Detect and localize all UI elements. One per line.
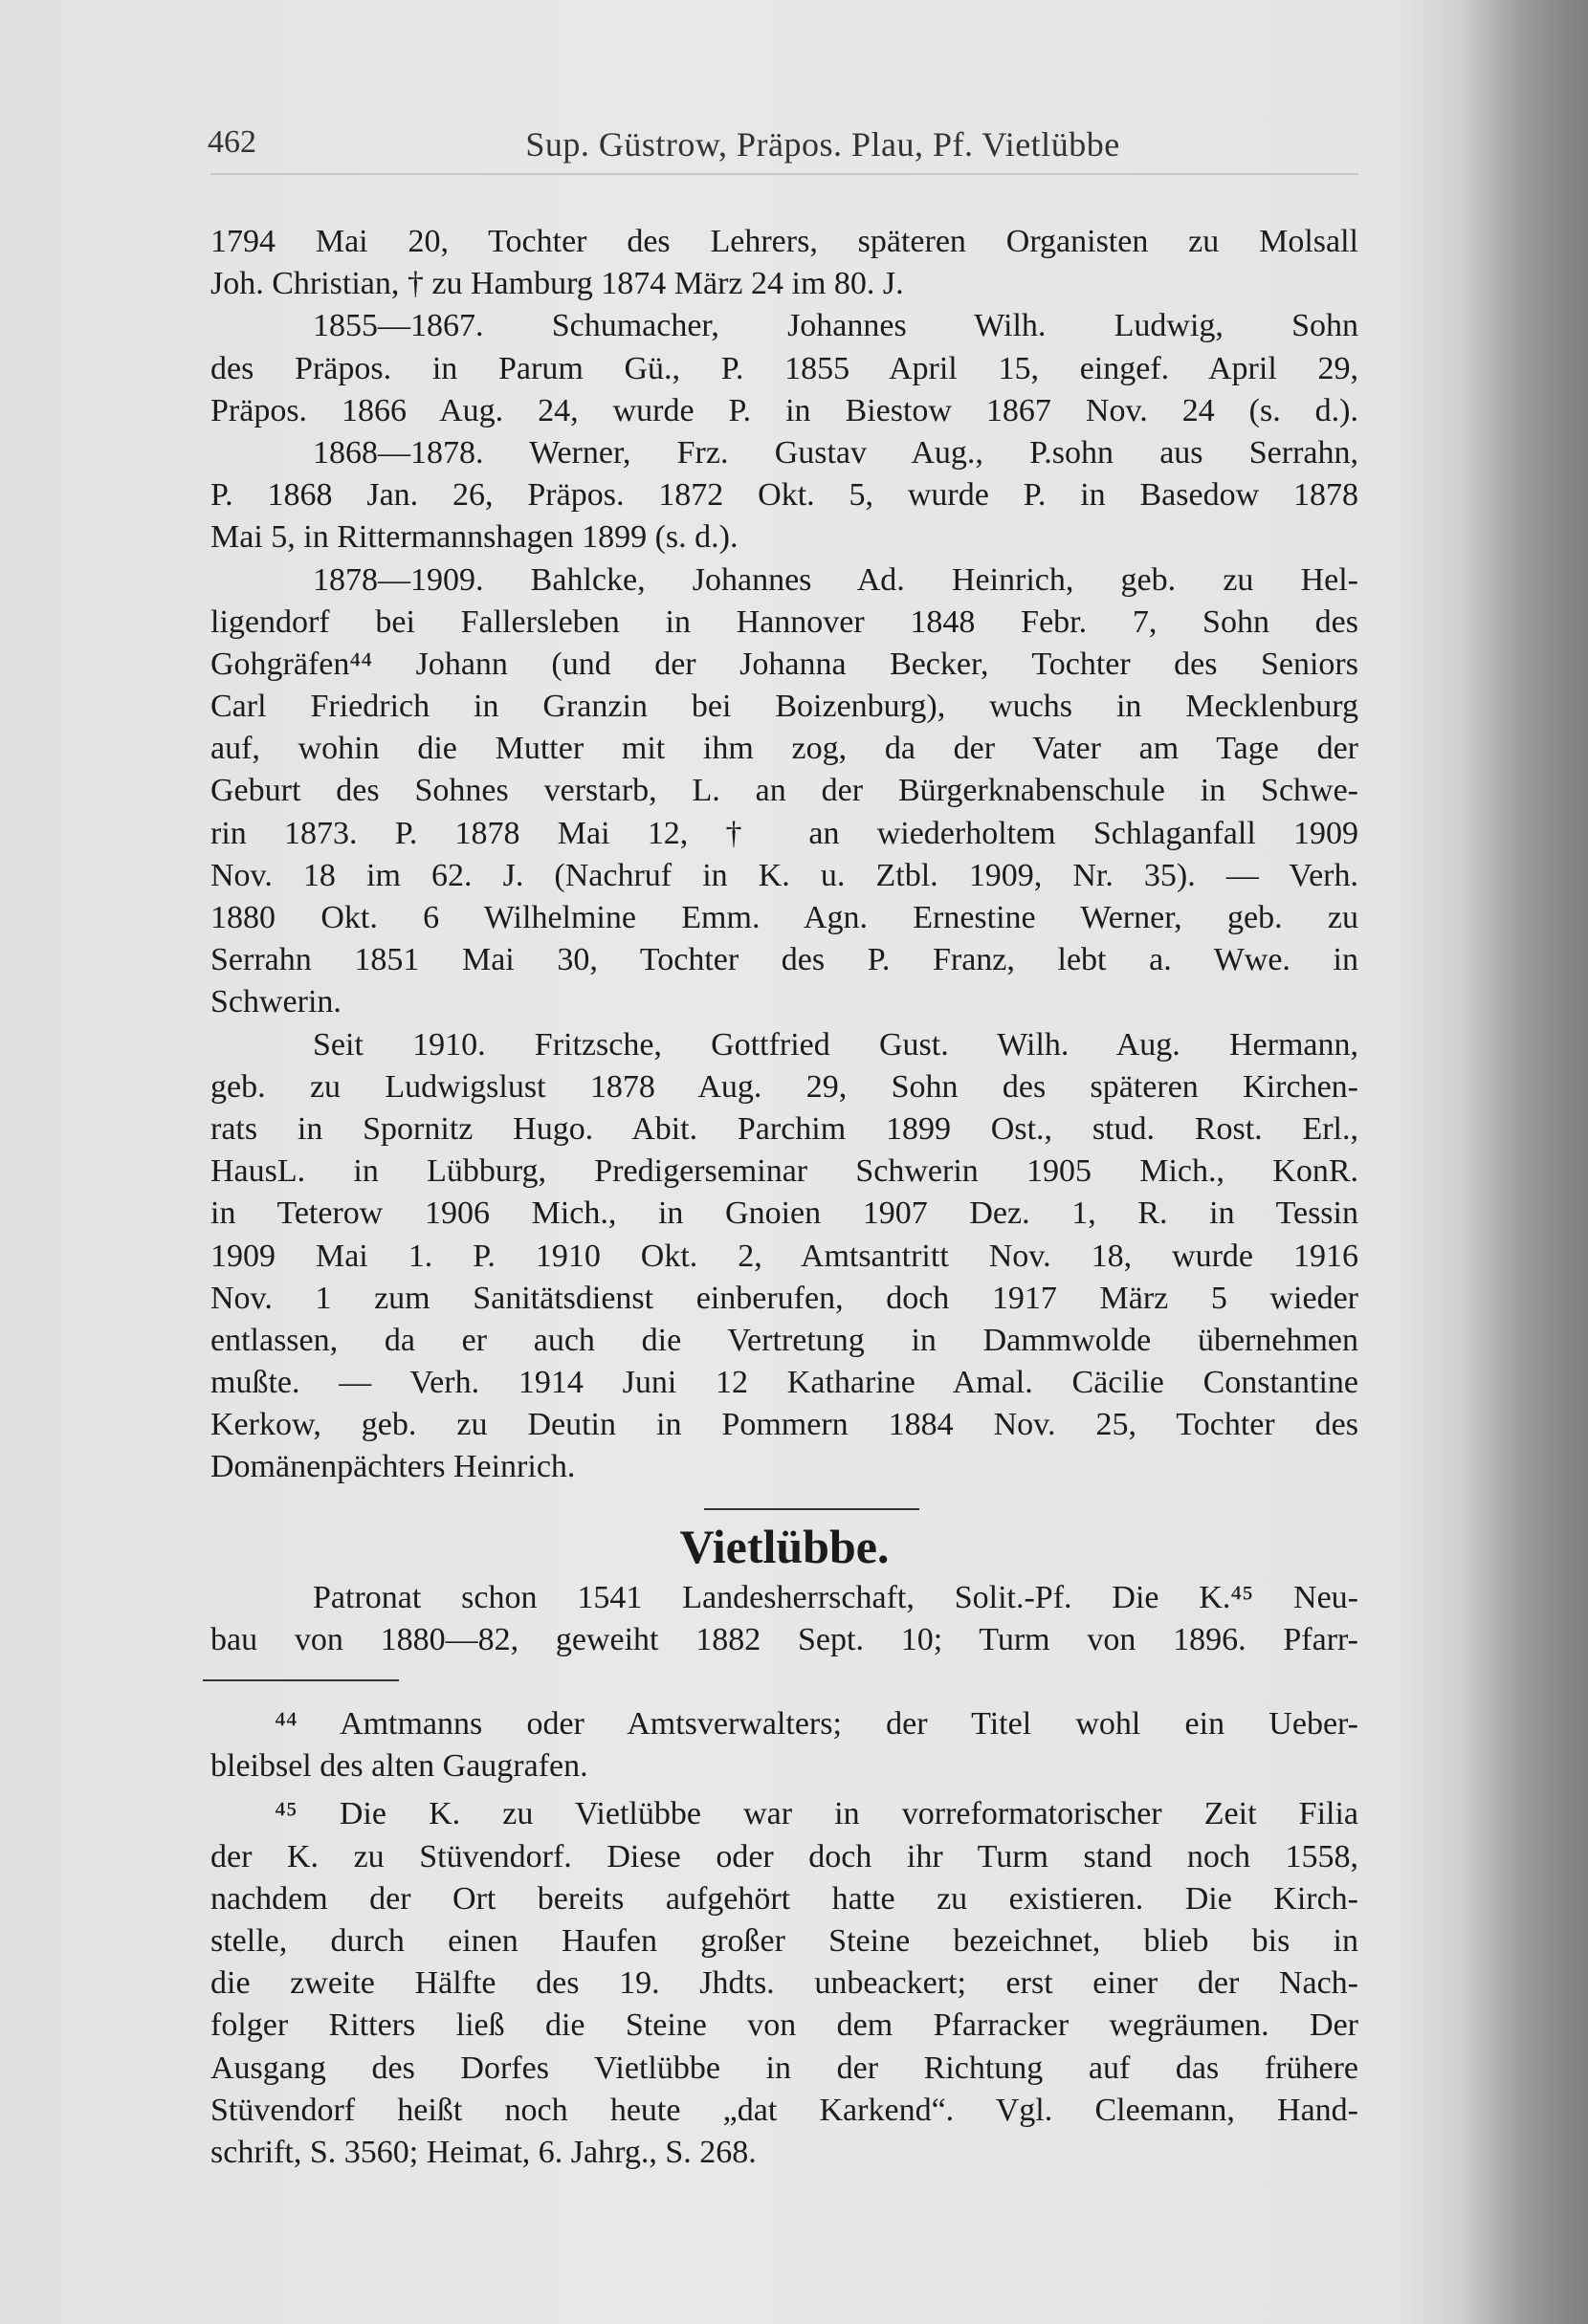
text-line: P. 1868 Jan. 26, Präpos. 1872 Okt. 5, wurde P. in Basedow 1878: [210, 477, 1358, 514]
text-line: 1880 Okt. 6 Wilhelmine Emm. Agn. Ernestine Werner, geb. zu: [210, 900, 1358, 935]
section-heading: Vietlübbe.: [679, 1520, 890, 1573]
text-line: der K. zu Stüvendorf. Diese oder doch ihr Turm stand noch 1558,: [210, 1838, 1358, 1875]
text-line: rats in Spornitz Hugo. Abit. Parchim 1899 Ost., stud. Rost. Erl.,: [210, 1110, 1358, 1147]
text-line: Ausgang des Dorfes Vietlübbe in der Richtung auf das frühere: [210, 2050, 1358, 2086]
text-line: bau von 1880—82, geweiht 1882 Sept. 10; Turm von 1896. Pfarr-: [210, 1622, 1358, 1658]
text-line: Präpos. 1866 Aug. 24, wurde P. in Biestow 1867 Nov. 24 (s. d.).: [210, 392, 1358, 428]
text-line: nachdem der Ort bereits aufgehört hatte zu existieren. Die Kirch-: [210, 1880, 1358, 1917]
text-line: 1868—1878. Werner, Frz. Gustav Aug., P.sohn aus Serrahn,: [313, 434, 1358, 471]
text-line: folger Ritters ließ die Steine von dem Pfarracker wegräumen. Der: [210, 2007, 1358, 2044]
footnote-44: [210, 1703, 1358, 1787]
text-line: ⁴⁵ Die K. zu Vietlübbe war in vorreformatorischer Zeit Filia: [275, 1796, 1358, 1832]
text-line: 1878—1909. Bahlcke, Johannes Ad. Heinrich, geb. zu Hel-: [313, 561, 1358, 598]
text-line: schrift, S. 3560; Heimat, 6. Jahrg., S. 268.: [210, 2134, 757, 2170]
text-line: geb. zu Ludwigslust 1878 Aug. 29, Sohn des späteren Kirchen-: [210, 1068, 1358, 1105]
text-line: Geburt des Sohnes verstarb, L. an der Bürgerknabenschule in Schwe-: [210, 773, 1358, 809]
text-line: mußte. — Verh. 1914 Juni 12 Katharine Amal. Cäcilie Constantine: [210, 1365, 1358, 1401]
text-line: rin 1873. P. 1878 Mai 12, † an wiederholtem Schlaganfall 1909: [210, 815, 1358, 851]
text-line: in Teterow 1906 Mich., in Gnoien 1907 Dez. 1, R. in Tessin: [210, 1195, 1358, 1232]
section-paragraph: [210, 1577, 1358, 1661]
text-line: 1794 Mai 20, Tochter des Lehrers, späteren Organisten zu Molsall: [210, 224, 1358, 259]
text-line: bleibsel des alten Gaugrafen.: [210, 1748, 588, 1785]
text-line: Stüvendorf heißt noch heute „dat Karkend“. Vgl. Cleemann, Hand-: [210, 2092, 1358, 2128]
text-line: 1855—1867. Schumacher, Johannes Wilh. Ludwig, Sohn: [313, 308, 1358, 344]
text-line: Schwerin.: [210, 984, 342, 1020]
text-line: HausL. in Lübburg, Predigerseminar Schwerin 1905 Mich., KonR.: [210, 1153, 1358, 1190]
body-text: [210, 221, 1358, 1489]
text-line: des Präpos. in Parum Gü., P. 1855 April 15, eingef. April 29,: [210, 350, 1358, 386]
text-line: Patronat schon 1541 Landesherrschaft, Solit.-Pf. Die K.⁴⁵ Neu-: [313, 1580, 1358, 1615]
header-rule: [210, 173, 1358, 175]
text-line: ligendorf bei Fallersleben in Hannover 1848 Febr. 7, Sohn des: [210, 603, 1358, 640]
text-line: Mai 5, in Rittermannshagen 1899 (s. d.).: [210, 519, 739, 556]
text-line: Gohgräfen⁴⁴ Johann (und der Johanna Becker, Tochter des Seniors: [210, 646, 1358, 682]
text-line: die zweite Hälfte des 19. Jhdts. unbeackert; erst einer der Nach-: [210, 1965, 1358, 2002]
footnote-rule: [203, 1679, 399, 1681]
text-line: Nov. 18 im 62. J. (Nachruf in K. u. Ztbl. 1909, Nr. 35). — Verh.: [210, 857, 1358, 893]
page-number: 462: [208, 124, 256, 160]
text-line: Serrahn 1851 Mai 30, Tochter des P. Franz, lebt a. Wwe. in: [210, 942, 1358, 978]
text-line: Nov. 1 zum Sanitätsdienst einberufen, doch 1917 März 5 wieder: [210, 1280, 1358, 1316]
running-head: Sup. Güstrow, Präpos. Plau, Pf. Vietlübbe: [525, 125, 1120, 164]
text-line: auf, wohin die Mutter mit ihm zog, da der Vater am Tage der: [210, 731, 1358, 767]
footnotes: [210, 1703, 1358, 2174]
text-line: Carl Friedrich in Granzin bei Boizenburg), wuchs in Mecklenburg: [210, 689, 1358, 725]
text-line: Domänenpächters Heinrich.: [210, 1449, 576, 1485]
text-line: Joh. Christian, † zu Hamburg 1874 März 24 im 80. J.: [210, 266, 904, 302]
text-line: Seit 1910. Fritzsche, Gottfried Gust. Wilh. Aug. Hermann,: [313, 1026, 1358, 1063]
text-line: stelle, durch einen Haufen großer Steine bezeichnet, blieb bis in: [210, 1922, 1358, 1959]
text-line: Kerkow, geb. zu Deutin in Pommern 1884 Nov. 25, Tochter des: [210, 1407, 1358, 1443]
text-line: ⁴⁴ Amtmanns oder Amtsverwalters; der Titel wohl ein Ueber-: [275, 1706, 1358, 1742]
text-line: 1909 Mai 1. P. 1910 Okt. 2, Amtsantritt Nov. 18, wurde 1916: [210, 1238, 1358, 1274]
text-line: entlassen, da er auch die Vertretung in Dammwolde übernehmen: [210, 1322, 1358, 1358]
section-separator: [704, 1508, 919, 1510]
footnote-45: [210, 1793, 1358, 2174]
